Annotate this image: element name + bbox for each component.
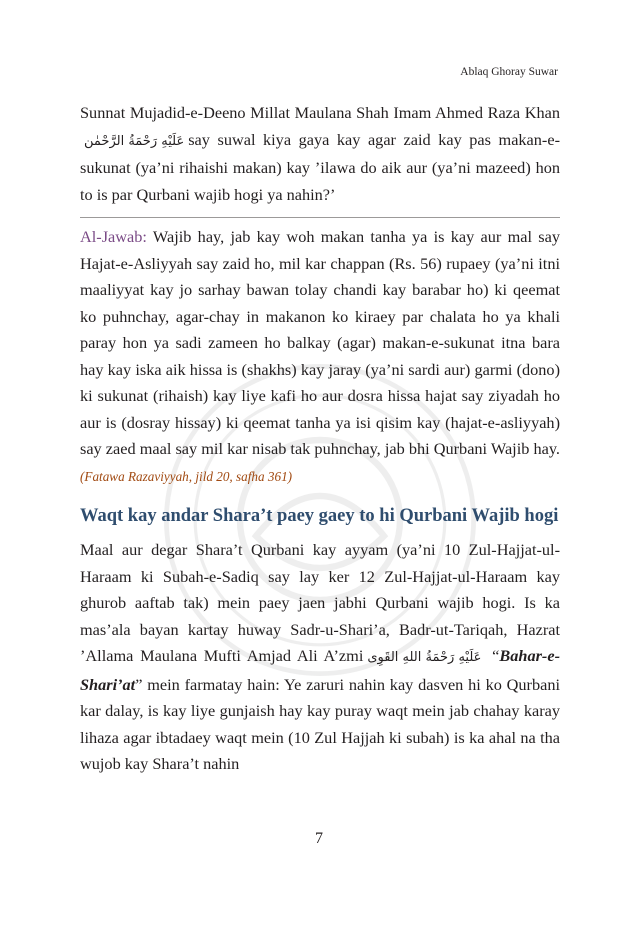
running-head: Ablaq Ghoray Suwar xyxy=(460,66,558,78)
reference-citation: (Fatawa Razaviyyah, jild 20, safha 361) xyxy=(80,468,293,484)
arabic-honorific: عَلَيْهِ رَحْمَةُ الرَّحْمٰن xyxy=(84,133,185,149)
answer-paragraph xyxy=(80,224,560,490)
ruling-text-end: mein farmatay hain: Ye zaruri nahin kay dasven hi ko Qurbani kar dalay, is kay liye gunjaish hay kay puray waqt mein jab chahay karay lihaza agar ibtadaey waqt mein (10 Zul Hajjah ki subah) is ka ahal na tha wujob kay Shara’t nahin xyxy=(80,674,560,773)
page-number: 7 xyxy=(315,830,323,847)
answer-text: Wajib hay, jab kay woh makan tanha ya is kay aur mal say Hajat-e-Asliyyah say zaid ho, mil kar chappan (Rs. 56) rupaey (ya’ni itni maaliyyat kay jo sarhay bawan tolay chandi kay barabar ho) ki qeemat ko puhnchay, agar-chay in makanon ko kiraey par chalata ho ya khali paray hon ya sadi zameen ho balkay (agar) makan-e-sukunat itna bara hay kay iska aik hissa is (shakhs) kay jaray (ya’ni sardi aur) garmi (dono) ki sukunat (rihaish) kay liye kafi ho aur dosra hissa hajat say ziyadah ho aur is (dosray hissay) ki qeemat tanha ya isi qisim kay (hajat-e-asliyyah) say zaed maal say mil kar nisab tak puhnchay, jab bhi Qurbani Wajib hay. xyxy=(80,227,561,458)
question-text-end: say suwal kiya gaya kay agar zaid kay pas makan-e-sukunat (ya’ni rihaishi makan) kay ’ilawa do aik aur (ya’ni mazeed) hon to is par Qurbani wajib hogi ya nahin?’ xyxy=(80,129,560,204)
arabic-honorific: عَلَيْهِ رَحْمَةُ اللهِ القَوِى xyxy=(367,650,482,665)
answer-label: Al-Jawab: xyxy=(80,227,147,246)
ruling-paragraph xyxy=(80,537,560,778)
ruling-text-start: Maal aur degar Shara’t Qurbani kay ayyam (ya’ni 10 Zul-Hajjat-ul-Haraam ki Subah-e-Sadiq say lay ker 12 Zul-Hajjat-ul-Haraam kay ghurob aaftab tak) mein paey jaen jabhi Qurbani wajib hogi. Is ka mas’ala bayan kartay huway Sadr-u-Shari’a, Badr-ut-Tariqah, Hazrat ’Allama Maulana Mufti Amjad Ali A’zmi xyxy=(80,540,560,665)
section-heading: Waqt kay andar Shara’t paey gaey to hi Qurbani Wajib hogi xyxy=(80,506,559,526)
book-title: Bahar-e-Shari’at xyxy=(80,646,560,694)
question-text-start: Sunnat Mujadid-e-Deeno Millat Maulana Shah Imam Ahmed Raza Khan xyxy=(80,103,560,122)
section-divider xyxy=(80,217,560,218)
question-paragraph xyxy=(80,100,560,208)
book-quote-open: “ xyxy=(492,646,500,665)
book-quote-close: ” xyxy=(135,674,143,694)
page-body xyxy=(80,100,560,778)
